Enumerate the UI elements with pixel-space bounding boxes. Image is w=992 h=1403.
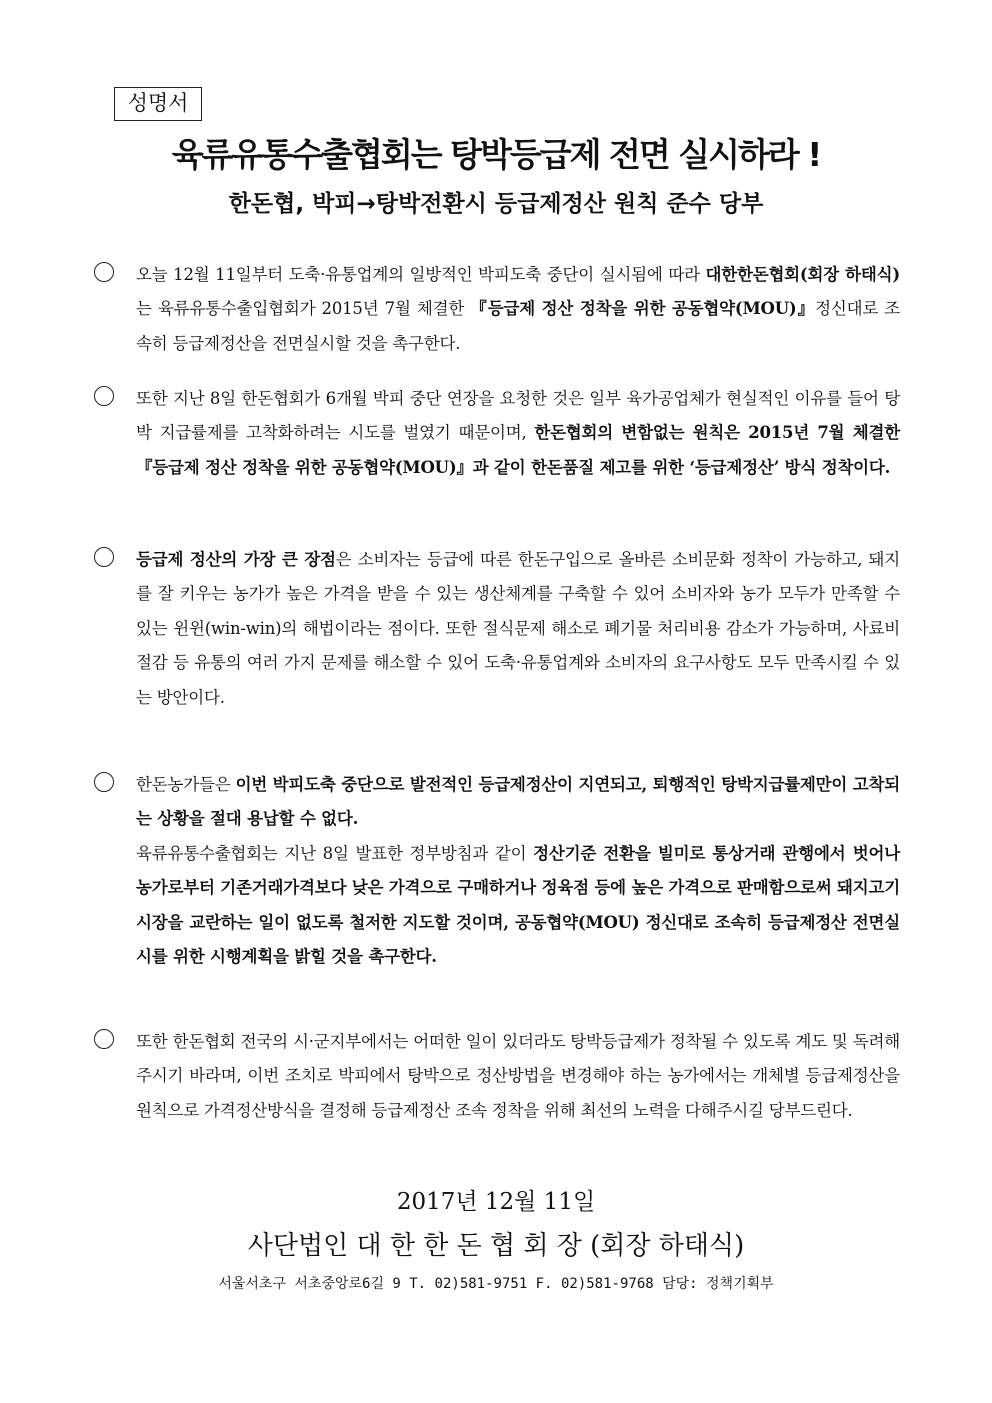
p4-text-1: 한돈농가들은: [136, 775, 236, 794]
paragraph-3: [94, 543, 900, 715]
p4-text-3: 육류유통수출협회는 지난 8일 발표한 정부방침과 같이: [136, 843, 534, 863]
p1-text-5: 정신대로 조속히 등급제정산을 전면실시할 것을 촉구한다.: [136, 299, 900, 353]
p1-text-1: 오늘 12월 11일부터 도축·유통업계의 일방적인 박피도축 중단이 실시됨에 따라: [136, 265, 706, 284]
statement-date: 2017년 12월 11일: [396, 1189, 596, 1215]
paragraph-2: [94, 382, 900, 485]
statement-subtitle: 한돈협, 박피→탕박전환시 등급제정산 원칙 준수 당부: [228, 191, 764, 217]
p4-text-4: 정산기준 전환을 빌미로 통상거래 관행에서 벗어나 농가로부터 기존거래가격보다 낮은 가격으로 구매하거나 정육점 등에 높은 가격으로 판매함으로써 돼지고기 시장을 교란하는 일이 없도록 철저한 지도할 것이며, 공동협약(MOU) 정신대로 조속히 등급제정산 전면실시를 위한 시행계획을 밝힐 것을 촉구한다.: [136, 843, 900, 967]
organization-signature: 사단법인 대 한 한 돈 협 회 장 (회장 하태식): [247, 1231, 745, 1261]
p1-text-2: 대한한돈협회(회장 하태식): [705, 265, 901, 284]
paragraph-5: [94, 1025, 900, 1128]
circle-bullet-icon: [94, 772, 114, 792]
p5-text-1: 또한 한돈협회 전국의 시·군지부에서는 어떠한 일이 있더라도 탕박등급제가 정착될 수 있도록 계도 및 독려해주시기 바라며, 이번 조치로 박피에서 탕박으로 정산방법을 변경해야 하는 농가에서는 개체별 등급제정산을 원칙으로 가격정산방식을 결정해 등급제정산 조속 정착을 위해 최선의 노력을 다해주시길 당부드린다.: [136, 1032, 900, 1120]
p3-text-2: 은 소비자는 등급에 따른 한돈구입으로 올바른 소비문화 정착이 가능하고, 돼지를 잘 키우는 농가가 높은 가격을 받을 수 있는 생산체계를 구축할 수 있어 소비자와 농가 모두가 만족할 수 있는 윈윈(win-win)의 해법이라는 점이다. 또한 절식문제 해소로 폐기물 처리비용 감소가 가능하며, 사료비 절감 등 유통의 여러 가지 문제를 해소할 수 있어 도축·유통업계와 소비자의 요구사항도 모두 만족시킬 수 있는 방안이다.: [136, 550, 900, 707]
p4-text-2: 이번 박피도축 중단으로 발전적인 등급제정산이 지연되고, 퇴행적인 탕박지급률제만이 고착되는 상황을 절대 용납할 수 없다.: [136, 775, 900, 829]
contact-address: 서울서초구 서초중앙로6길 9 T. 02)581-9751 F. 02)581-9768 담당: 정책기획부: [218, 1276, 774, 1292]
p1-text-4: 『등급제 정산 정착을 위한 공동협약(MOU)』: [470, 299, 816, 319]
p2-text-1: 또한 지난 8일 한돈협회가 6개월 박피 중단 연장을 요청한 것은 일부 육가공업체가 현실적인 이유를 들어 탕박 지급률제를 고착화하려는 시도를 벌였기 때문이며,: [136, 389, 900, 443]
statement-tag: 성명서: [114, 87, 202, 121]
p3-text-1: 등급제 정산의 가장 큰 장점: [136, 550, 336, 569]
paragraph-1: [94, 258, 900, 361]
circle-bullet-icon: [94, 262, 114, 282]
p2-text-2: 한돈협회의 변함없는 원칙은 2015년 7월 체결한 『등급제 정산 정착을 위한 공동협약(MOU)』과 같이 한돈품질 제고를 위한 ‘등급제정산’ 방식 정착이다.: [136, 423, 900, 477]
statement-title: 육류유통수출협회는 탕박등급제 전면 실시하라 !: [171, 135, 821, 174]
paragraph-4: [94, 768, 900, 974]
circle-bullet-icon: [94, 547, 114, 567]
circle-bullet-icon: [94, 1029, 114, 1049]
p1-text-3: 는 육류유통수출입협회가 2015년 7월 체결한: [136, 299, 471, 319]
circle-bullet-icon: [94, 386, 114, 406]
